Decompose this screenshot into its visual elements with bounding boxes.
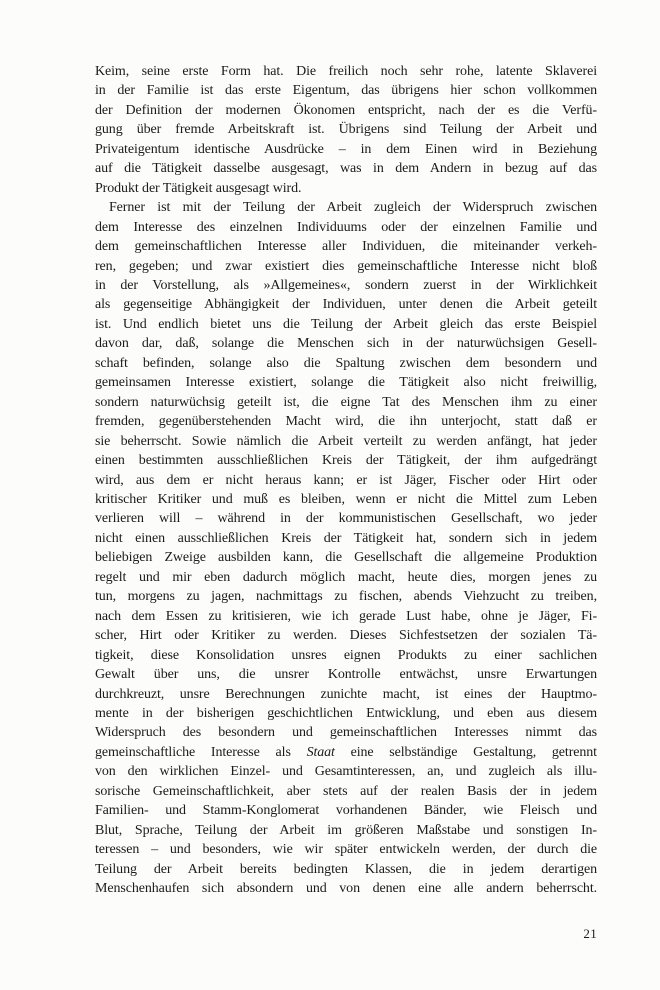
text-line: schaft befinden, solange also die Spaltung zwischen dem besondern und <box>95 355 598 371</box>
text-line: dem gemeinschaftlichen Interesse aller Individuen, die miteinander verkeh- <box>95 239 597 255</box>
text-line: sondern naturwüchsig geteilt ist, die eigne Tat des Menschen ihm zu einer <box>95 394 597 410</box>
text-line: Blut, Sprache, Teilung der Arbeit im größeren Maßstabe und sonstigen In- <box>95 822 597 838</box>
text-line: auf die Tätigkeit dasselbe ausgesagt, was in dem Andern in bezug auf das <box>95 161 597 177</box>
text-line: Ferner ist mit der Teilung der Arbeit zugleich der Widerspruch zwischen <box>109 200 597 216</box>
text-line: davon dar, daß, solange die Menschen sich in der naturwüchsigen Gesell- <box>95 336 597 352</box>
text-line: kritischer Kritiker und muß es bleiben, wenn er nicht die Mittel zum Leben <box>95 491 597 507</box>
page-text <box>95 62 597 898</box>
text-line: einen bestimmten ausschließlichen Kreis der Tätigkeit, der ihm aufgedrängt <box>95 453 597 469</box>
text-line: Keim, seine erste Form hat. Die freilich noch sehr rohe, latente Sklaverei <box>95 64 597 79</box>
text-line: fremden, gegenüberstehenden Macht wird, die ihn unterjocht, statt daß er <box>95 414 597 430</box>
text-line: ist. Und endlich bietet uns die Teilung der Arbeit gleich das erste Beispiel <box>95 316 598 332</box>
text-line: teressen – und besonders, wie wir später entwickeln werden, der durch die <box>95 842 598 858</box>
text-line: Teilung der Arbeit bereits bedingten Klassen, die in jedem derartigen <box>95 861 598 877</box>
text-line: dem Interesse des einzelnen Individuums oder der einzelnen Familie und <box>95 219 598 235</box>
italic-term: Staat <box>306 744 335 760</box>
text-line: als gegenseitige Abhängigkeit der Individuen, unter denen die Arbeit geteilt <box>95 297 598 313</box>
text-segment: gemeinschaftliche Interesse als <box>95 744 307 760</box>
text-line: verlieren will – während in der kommunistischen Gesellschaft, wo jeder <box>95 511 598 527</box>
text-line: Familien- und Stamm-Konglomerat vorhandenen Bänder, wie Fleisch und <box>95 803 598 819</box>
text-line <box>95 743 597 762</box>
paragraph <box>95 198 597 898</box>
text-line: Produkt der Tätigkeit ausgesagt wird. <box>95 180 302 196</box>
text-line: tun, morgens zu jagen, nachmittags zu fischen, abends Viehzucht zu treiben, <box>95 589 597 605</box>
text-line: sie beherrscht. Sowie nämlich die Arbeit verteilt zu werden anfängt, hat jeder <box>95 433 597 449</box>
text-line: sorische Gemeinschaftlichkeit, aber stets auf der realen Basis der in jedem <box>95 783 598 799</box>
text-line: Widerspruch des besondern und gemeinschaftlichen Interesses nimmt das <box>95 725 597 741</box>
text-line: ren, gegeben; und zwar existiert dies gemeinschaftliche Interesse nicht bloß <box>95 258 597 274</box>
text-line: nicht einen ausschließlichen Kreis der Tätigkeit hat, sondern sich in jedem <box>95 530 597 546</box>
text-line: in der Familie ist das erste Eigentum, das übrigens hier schon vollkommen <box>95 83 598 99</box>
text-line: Privateigentum identische Ausdrücke – in dem Einen wird in Beziehung <box>95 141 597 157</box>
text-line: mente in der bisherigen geschichtlichen Entwicklung, und eben aus diesem <box>95 705 598 721</box>
text-line: von den wirklichen Einzel- und Gesamtinteressen, an, und zugleich als illu- <box>95 764 597 780</box>
text-line: wird, aus dem er nicht heraus kann; er ist Jäger, Fischer oder Hirt oder <box>95 472 598 488</box>
text-line: scher, Hirt oder Kritiker zu werden. Dieses Sichfestsetzen der sozialen Tä- <box>95 628 597 644</box>
text-line: tigkeit, diese Konsolidation unsres eignen Produkts zu einer sachlichen <box>95 647 597 663</box>
text-line: in der Vorstellung, als »Allgemeines«, sondern zuerst in der Wirklichkeit <box>95 277 598 293</box>
text-line: gemeinsamen Interesse existiert, solange die Tätigkeit also nicht freiwillig, <box>95 375 597 391</box>
text-line: Menschenhaufen sich absondern und von denen eine alle andern beherrscht. <box>95 881 598 897</box>
text-line: nach dem Essen zu kritisieren, wie ich gerade Lust habe, ohne je Jäger, Fi- <box>95 608 598 624</box>
text-line: beliebigen Zweige ausbilden kann, die Gesellschaft die allgemeine Produktion <box>95 550 598 566</box>
text-line: der Definition der modernen Ökonomen entspricht, nach der es die Verfü- <box>95 102 597 118</box>
text-line: Gewalt über uns, die unsrer Kontrolle entwächst, unsre Erwartungen <box>95 667 597 683</box>
text-line: regelt und mir eben dadurch möglich macht, heute dies, morgen jenes zu <box>95 569 597 585</box>
text-segment: eine selbständige Gestaltung, getrennt <box>334 744 597 760</box>
page-number: 21 <box>583 926 597 941</box>
text-line: gung über fremde Arbeitskraft ist. Übrigens sind Teilung der Arbeit und <box>95 122 597 138</box>
paragraph <box>95 62 597 198</box>
text-line: durchkreuzt, unsre Berechnungen zunichte macht, ist eines der Hauptmo- <box>95 686 597 702</box>
